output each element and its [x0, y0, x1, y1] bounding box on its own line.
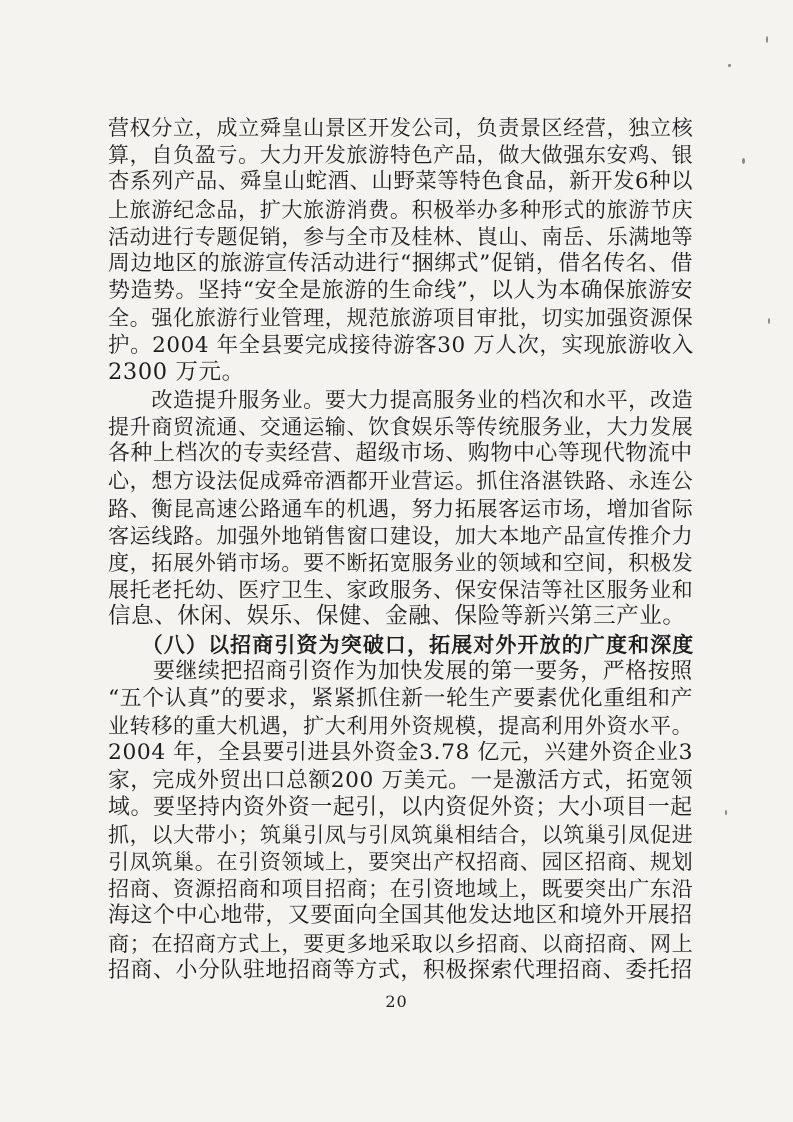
text-line: 引凤筑巢。在引资领域上，要突出产权招商、园区招商、规划 — [108, 849, 694, 875]
text-line: 业转移的重大机遇，扩大利用外资规模，提高利用外资水平。 — [108, 713, 694, 739]
text-line: 度，拓展外销市场。要不断拓宽服务业的领域和空间，积极发 — [108, 550, 694, 575]
text-line: 客运线路。加强外地销售窗口建设，加大本地产品宣传推介力 — [108, 522, 694, 548]
body-text — [108, 114, 693, 984]
text-line: 招商、资源招商和项目招商；在引资地域上，既要突出广东沿 — [108, 876, 694, 902]
text-line: 商；在招商方式上，要更多地采取以乡招商、以商招商、网上 — [108, 930, 694, 956]
text-line: 2300 万元。 — [108, 358, 245, 385]
text-line: 周边地区的旅游宣传活动进行“捆绑式”促销，借名传名、借 — [108, 250, 694, 276]
section-heading: （八）以招商引资为突破口，拓展对外开放的广度和深度 — [108, 631, 695, 657]
text-line: 2004 年，全县要引进县外资金3.78 亿元，兴建外资企业3 — [108, 740, 694, 766]
text-line: 域。要坚持内资外资一起引，以内资促外资；大小项目一起 — [108, 794, 693, 820]
scan-speck — [766, 36, 768, 43]
text-line: 心，想方设法促成舜帝酒都开业营运。抓住洛湛铁路、永连公 — [108, 468, 694, 494]
scan-speck — [768, 318, 770, 324]
scan-speck — [725, 810, 727, 815]
text-line: 全。强化旅游行业管理，规范旅游项目审批，切实加强资源保 — [108, 305, 694, 331]
text-line: 提升商贸流通、交通运输、饮食娱乐等传统服务业，大力发展 — [108, 414, 694, 440]
text-line: 算，自负盈亏。大力开发旅游特色产品，做大做强东安鸡、银 — [108, 142, 694, 168]
text-line: 要继续把招商引资作为加快发展的第一要务，严格按照 — [108, 658, 693, 684]
text-line: 信息、休闲、娱乐、保健、金融、保险等新兴第三产业。 — [108, 603, 686, 630]
text-line: 路、衡昆高速公路通车的机遇，努力拓展客运市场，增加省际 — [108, 495, 694, 521]
text-line: 营权分立，成立舜皇山景区开发公司，负责景区经营，独立核 — [108, 115, 694, 140]
text-line: 活动进行专题促销，参与全市及桂林、崀山、南岳、乐满地等 — [108, 223, 694, 249]
text-line: 抓，以大带小；筑巢引凤与引凤筑巢相结合，以筑巢引凤促进 — [108, 821, 694, 847]
text-line: 上旅游纪念品，扩大旅游消费。积极举办多种形式的旅游节庆 — [108, 196, 694, 222]
text-line: 护。2004 年全县要完成接待游客30 万人次，实现旅游收入 — [108, 332, 694, 358]
text-line: 展托老托幼、医疗卫生、家政服务、保安保洁等社区服务业和 — [108, 577, 694, 603]
page-number: 20 — [385, 992, 408, 1011]
text-line: 招商、小分队驻地招商等方式，积极探索代理招商、委托招 — [108, 957, 693, 983]
text-line: 势造势。坚持“安全是旅游的生命线”，以人为本确保旅游安 — [108, 278, 694, 304]
scan-speck — [742, 158, 745, 164]
text-line: 各种上档次的专卖经营、超级市场、购物中心等现代物流中 — [108, 441, 693, 467]
text-line: 海这个中心地带，又要面向全国其他发达地区和境外开展招 — [108, 903, 693, 929]
text-line: 杏系列产品、舜皇山蛇酒、山野菜等特色食品，新开发6种以 — [108, 169, 694, 195]
text-line: 改造提升服务业。要大力提高服务业的档次和水平，改造 — [108, 386, 694, 412]
text-line: “五个认真”的要求，紧紧抓住新一轮生产要素优化重组和产 — [108, 685, 694, 711]
scan-speck — [728, 64, 731, 67]
text-line: 家，完成外贸出口总额200 万美元。一是激活方式，拓宽领 — [108, 767, 694, 793]
